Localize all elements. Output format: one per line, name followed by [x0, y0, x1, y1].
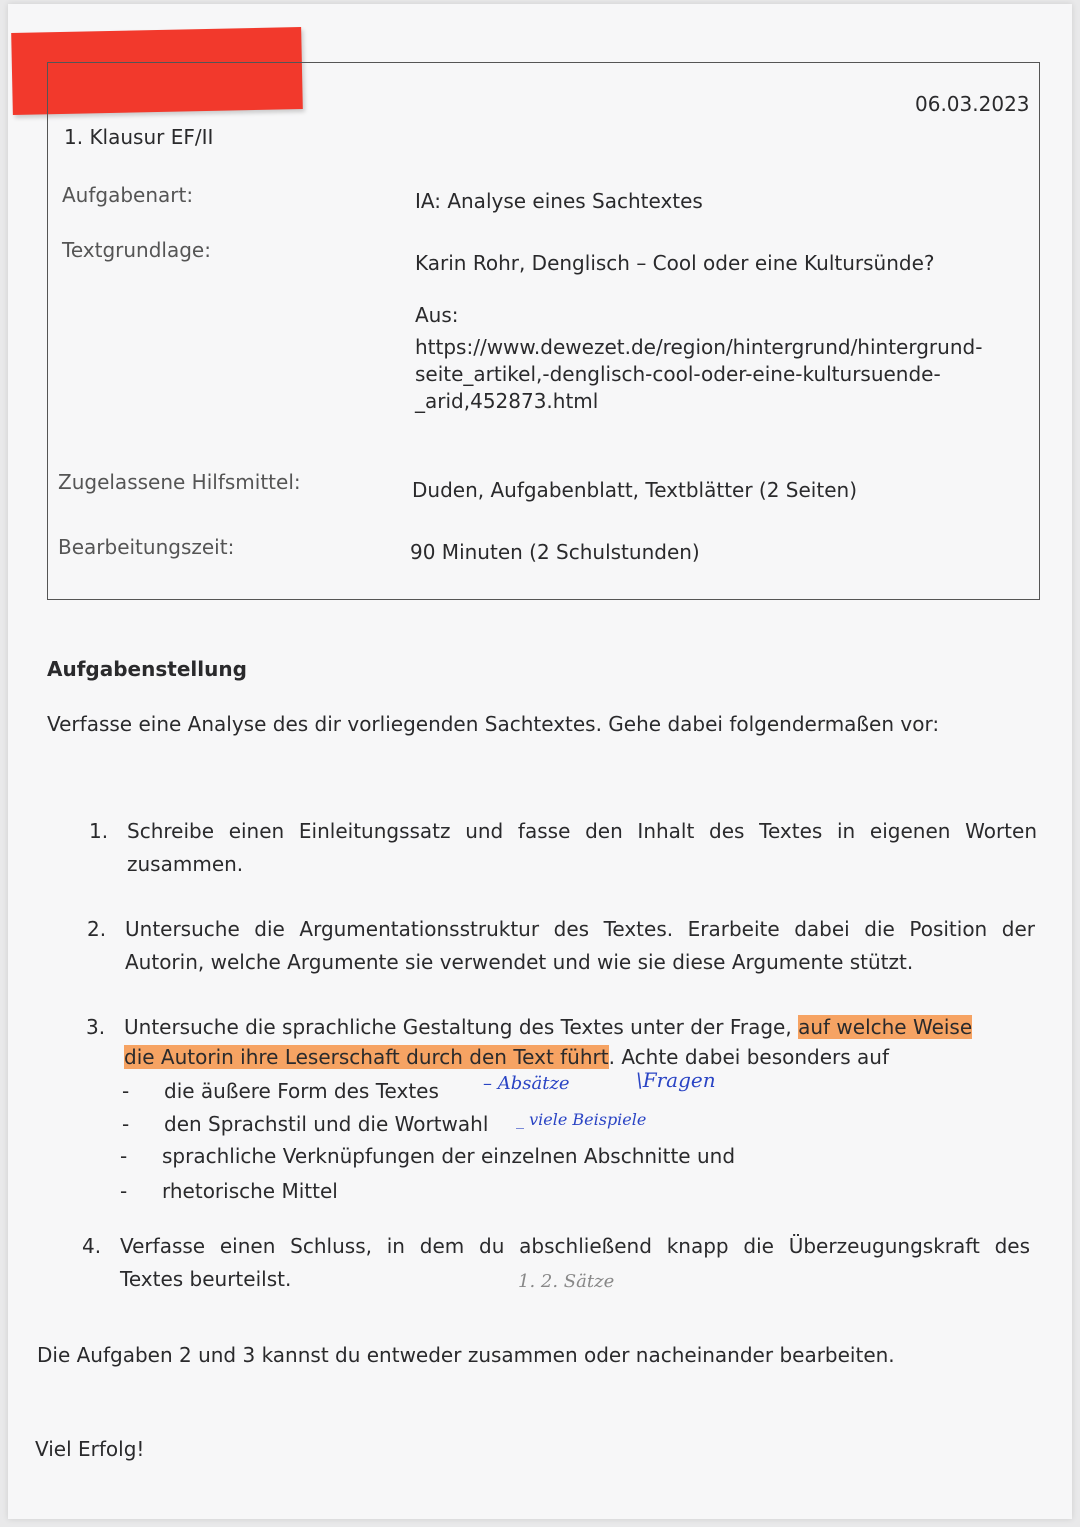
handwritten-saetze: 1. 2. Sätze — [518, 1271, 615, 1292]
source-prefix: Aus: — [415, 303, 459, 327]
bullet-form: - die äußere Form des Textes — [122, 1079, 439, 1103]
handwritten-absaetze: – Absätze — [483, 1073, 570, 1094]
value-time: 90 Minuten (2 Schulstunden) — [410, 540, 700, 564]
exam-date: 06.03.2023 — [915, 92, 1030, 116]
label-aids: Zugelassene Hilfsmittel: — [58, 470, 301, 494]
handwritten-fragen: \Fragen — [636, 1068, 716, 1092]
assignment-intro: Verfasse eine Analyse des dir vorliegenden Sachtextes. Gehe dabei folgendermaßen vor: — [47, 712, 940, 736]
value-text-basis: Karin Rohr, Denglisch – Cool oder eine Kultursünde? — [415, 251, 935, 275]
label-time: Bearbeitungszeit: — [58, 535, 235, 559]
task-1: 1. Schreibe einen Einleitungssatz und fasse den Inhalt des Textes in eigenen Worten zusammen. — [89, 819, 1037, 876]
closing-text: Viel Erfolg! — [35, 1437, 145, 1461]
label-task-type: Aufgabenart: — [62, 183, 194, 207]
assignment-note: Die Aufgaben 2 und 3 kannst du entweder zusammen oder nacheinander bearbeiten. — [37, 1343, 895, 1367]
highlight-2: die Autorin ihre Leserschaft durch den Text führt — [124, 1045, 609, 1069]
source-url: https://www.dewezet.de/region/hintergrund/hintergrund- seite_artikel,-denglisch-cool-oder-eine-kultursuende- _arid,452873.html — [415, 335, 983, 413]
bullet-style: - den Sprachstil und die Wortwahl — [122, 1112, 489, 1136]
value-task-type: IA: Analyse eines Sachtextes — [415, 189, 703, 213]
exam-title: 1. Klausur EF/II — [64, 125, 214, 149]
task-3: 3. Untersuche die sprachliche Gestaltung des Textes unter der Frage, auf welche Weise die Autorin ihre Leserschaft durch den Text führt. Achte dabei besonders auf — [86, 1015, 973, 1069]
label-text-basis: Textgrundlage: — [62, 238, 211, 262]
assignment-heading: Aufgabenstellung — [47, 657, 247, 681]
handwritten-beispiele: _ viele Beispiele — [516, 1110, 647, 1129]
bullet-connections: - sprachliche Verknüpfungen der einzelnen Abschnitte und — [120, 1144, 736, 1168]
task-4: 4. Verfasse einen Schluss, in dem du abschließend knapp die Überzeugungskraft des Textes beurteilst. — [82, 1234, 1030, 1291]
bullet-rhetoric: - rhetorische Mittel — [120, 1179, 338, 1203]
value-aids: Duden, Aufgabenblatt, Textblätter (2 Seiten) — [412, 478, 857, 502]
highlight-1: auf welche Weise — [798, 1015, 973, 1039]
task-2: 2. Untersuche die Argumentationsstruktur des Textes. Erarbeite dabei die Position der Autorin, welche Argumente sie verwendet und wie sie diese Argumente stützt. — [87, 917, 1035, 974]
